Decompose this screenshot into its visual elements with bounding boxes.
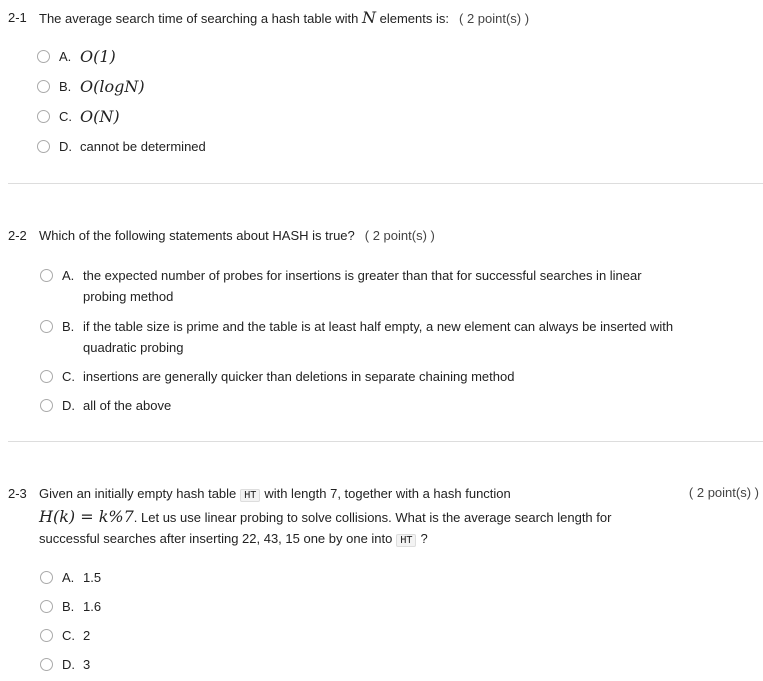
option-letter: C. — [62, 628, 75, 643]
option-letter: B. — [59, 79, 72, 94]
text: with length 7, together with a hash function — [264, 486, 511, 501]
option-d[interactable] — [40, 395, 171, 416]
points-label: ( 2 point(s) ) — [364, 228, 435, 243]
divider — [8, 441, 763, 442]
points-label: ( 2 point(s) ) — [459, 11, 530, 26]
radio-button[interactable] — [40, 658, 53, 671]
text: if the table size is prime and the table is at least half empty, a new element can always be inserted with — [83, 319, 674, 334]
text: elements is: — [376, 11, 449, 26]
option-text: 1.6 — [83, 599, 102, 614]
option-a[interactable] — [37, 46, 116, 67]
text: successful searches after inserting 22, 43, 15 one by one into — [39, 531, 393, 546]
option-letter: C. — [62, 369, 75, 384]
option-text: 3 — [83, 657, 91, 672]
option-letter: A. — [59, 49, 72, 64]
question-number: 2-3 — [8, 486, 27, 501]
text: The average search time of searching a hash table with — [39, 11, 363, 26]
radio-button[interactable] — [37, 140, 50, 153]
question-number: 2-2 — [8, 228, 27, 243]
option-c[interactable] — [40, 366, 514, 387]
option-a[interactable] — [40, 567, 101, 588]
option-text: O(logN) — [80, 77, 145, 96]
text: the expected number of probes for insertions is greater than that for successful searches in linear — [83, 268, 642, 283]
option-text: 2 — [83, 628, 91, 643]
option-text: cannot be determined — [80, 139, 206, 154]
option-b[interactable] — [37, 76, 145, 97]
radio-button[interactable] — [37, 110, 50, 123]
option-letter: D. — [62, 657, 75, 672]
radio-button[interactable] — [37, 50, 50, 63]
option-text: 1.5 — [83, 570, 102, 585]
radio-button[interactable] — [40, 370, 53, 383]
option-letter: C. — [59, 109, 72, 124]
math-n: N — [362, 8, 377, 27]
radio-button[interactable] — [37, 80, 50, 93]
option-letter: A. — [62, 570, 75, 585]
option-letter: D. — [59, 139, 72, 154]
option-text: insertions are generally quicker than deletions in separate chaining method — [83, 369, 515, 384]
radio-button[interactable] — [40, 320, 53, 333]
option-text: O(1) — [80, 47, 116, 66]
question-text — [39, 225, 435, 246]
text: Given an initially empty hash table — [39, 486, 237, 501]
option-d[interactable] — [40, 654, 90, 675]
option-letter: B. — [62, 319, 75, 334]
question-text — [39, 483, 611, 551]
option-c[interactable] — [37, 106, 120, 127]
radio-button[interactable] — [40, 600, 53, 613]
option-letter: A. — [62, 268, 75, 283]
option-text: O(N) — [80, 107, 120, 126]
radio-button[interactable] — [40, 571, 53, 584]
question-text — [39, 7, 529, 29]
text: ? — [420, 531, 428, 546]
radio-button[interactable] — [40, 629, 53, 642]
option-b[interactable] — [40, 596, 101, 617]
option-c[interactable] — [40, 625, 90, 646]
radio-button[interactable] — [40, 399, 53, 412]
text: quadratic probing — [83, 340, 184, 355]
code-ht: HT — [240, 489, 260, 502]
points-label: ( 2 point(s) ) — [688, 485, 759, 500]
option-letter: D. — [62, 398, 75, 413]
option-d[interactable] — [37, 136, 206, 157]
text: Which of the following statements about HASH is true? — [39, 228, 355, 243]
option-text: all of the above — [83, 398, 172, 413]
radio-button[interactable] — [40, 269, 53, 282]
option-a[interactable] — [40, 265, 642, 307]
text: probing method — [83, 289, 174, 304]
question-number: 2-1 — [8, 10, 27, 25]
option-b[interactable] — [40, 316, 673, 358]
option-text — [83, 316, 673, 358]
divider — [8, 183, 763, 184]
math-hash-function: H(k) = k%7 — [39, 507, 134, 526]
code-ht: HT — [396, 534, 416, 547]
option-text — [83, 265, 642, 307]
text: . Let us use linear probing to solve collisions. What is the average search length for — [133, 510, 612, 525]
option-letter: B. — [62, 599, 75, 614]
